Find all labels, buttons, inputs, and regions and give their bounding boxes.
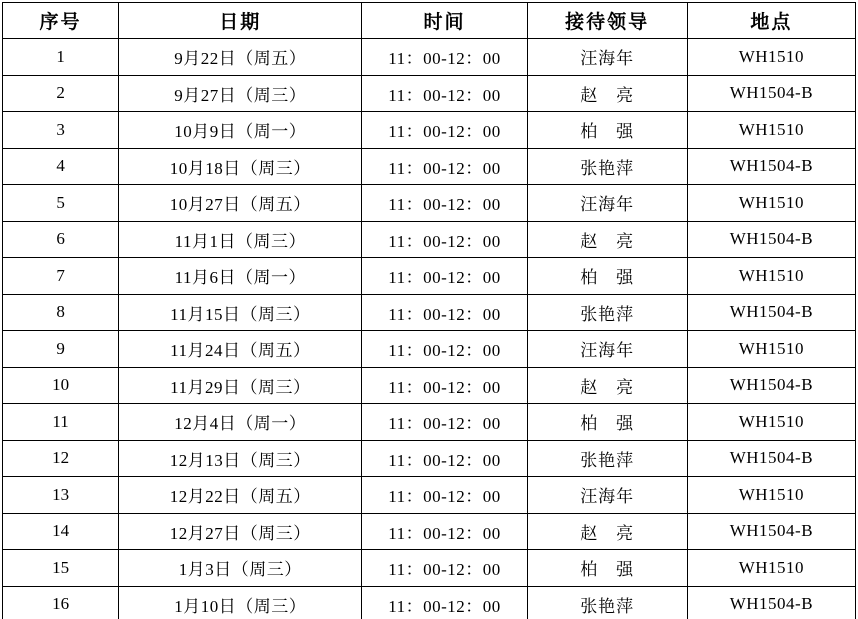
cell-date: 11月6日（周一） [119,258,362,295]
cell-index: 12 [3,440,119,477]
table-header-row [3,3,856,39]
cell-leader: 张艳萍 [527,294,687,331]
cell-date: 11月29日（周三） [119,367,362,404]
cell-time: 11：00-12：00 [362,39,527,76]
table-row [3,258,856,295]
cell-time: 11：00-12：00 [362,477,527,514]
table-body [3,39,856,619]
cell-index: 1 [3,39,119,76]
cell-leader: 柏 强 [527,550,687,587]
cell-place: WH1504-B [687,513,855,550]
table-row [3,367,856,404]
cell-index: 3 [3,112,119,149]
column-header-leader: 接待领导 [527,3,687,39]
cell-leader: 赵 亮 [527,221,687,258]
cell-time: 11：00-12：00 [362,112,527,149]
cell-index: 10 [3,367,119,404]
cell-time: 11：00-12：00 [362,404,527,441]
cell-date: 11月15日（周三） [119,294,362,331]
cell-date: 12月22日（周五） [119,477,362,514]
cell-date: 11月24日（周五） [119,331,362,368]
column-header-index: 序号 [3,3,119,39]
cell-place: WH1504-B [687,294,855,331]
cell-leader: 汪海年 [527,477,687,514]
cell-place: WH1510 [687,550,855,587]
cell-time: 11：00-12：00 [362,367,527,404]
cell-place: WH1510 [687,112,855,149]
cell-index: 2 [3,75,119,112]
cell-place: WH1504-B [687,221,855,258]
cell-time: 11：00-12：00 [362,258,527,295]
cell-index: 14 [3,513,119,550]
table-header [3,3,856,39]
cell-leader: 柏 强 [527,258,687,295]
cell-place: WH1504-B [687,586,855,619]
cell-time: 11：00-12：00 [362,331,527,368]
reception-schedule-table [2,2,856,619]
cell-place: WH1510 [687,39,855,76]
cell-index: 4 [3,148,119,185]
cell-place: WH1510 [687,331,855,368]
cell-leader: 汪海年 [527,331,687,368]
cell-date: 9月22日（周五） [119,39,362,76]
cell-place: WH1504-B [687,367,855,404]
cell-time: 11：00-12：00 [362,185,527,222]
cell-leader: 柏 强 [527,112,687,149]
table-row [3,586,856,619]
cell-index: 13 [3,477,119,514]
cell-date: 1月10日（周三） [119,586,362,619]
cell-date: 12月27日（周三） [119,513,362,550]
cell-index: 9 [3,331,119,368]
cell-time: 11：00-12：00 [362,294,527,331]
cell-date: 9月27日（周三） [119,75,362,112]
cell-date: 11月1日（周三） [119,221,362,258]
cell-leader: 汪海年 [527,39,687,76]
column-header-date: 日期 [119,3,362,39]
table-row [3,331,856,368]
table-row [3,477,856,514]
column-header-place: 地点 [687,3,855,39]
cell-index: 16 [3,586,119,619]
cell-place: WH1504-B [687,148,855,185]
table-row [3,148,856,185]
table-row [3,39,856,76]
cell-time: 11：00-12：00 [362,75,527,112]
cell-time: 11：00-12：00 [362,148,527,185]
table-row [3,513,856,550]
cell-place: WH1510 [687,404,855,441]
table-row [3,221,856,258]
cell-leader: 汪海年 [527,185,687,222]
cell-index: 8 [3,294,119,331]
table-row [3,185,856,222]
cell-date: 10月9日（周一） [119,112,362,149]
cell-leader: 赵 亮 [527,513,687,550]
cell-index: 11 [3,404,119,441]
cell-date: 12月4日（周一） [119,404,362,441]
column-header-time: 时间 [362,3,527,39]
cell-leader: 赵 亮 [527,75,687,112]
cell-place: WH1510 [687,258,855,295]
cell-place: WH1510 [687,477,855,514]
cell-time: 11：00-12：00 [362,221,527,258]
cell-date: 10月27日（周五） [119,185,362,222]
cell-index: 7 [3,258,119,295]
table-row [3,550,856,587]
table-row [3,112,856,149]
cell-leader: 柏 强 [527,404,687,441]
table-row [3,294,856,331]
table-row [3,404,856,441]
cell-time: 11：00-12：00 [362,586,527,619]
cell-place: WH1504-B [687,75,855,112]
cell-time: 11：00-12：00 [362,440,527,477]
cell-place: WH1510 [687,185,855,222]
cell-leader: 张艳萍 [527,586,687,619]
cell-index: 15 [3,550,119,587]
table-row [3,75,856,112]
cell-date: 1月3日（周三） [119,550,362,587]
cell-time: 11：00-12：00 [362,513,527,550]
cell-time: 11：00-12：00 [362,550,527,587]
cell-index: 6 [3,221,119,258]
cell-place: WH1504-B [687,440,855,477]
cell-leader: 张艳萍 [527,148,687,185]
table-row [3,440,856,477]
cell-leader: 赵 亮 [527,367,687,404]
cell-date: 12月13日（周三） [119,440,362,477]
cell-leader: 张艳萍 [527,440,687,477]
cell-date: 10月18日（周三） [119,148,362,185]
cell-index: 5 [3,185,119,222]
